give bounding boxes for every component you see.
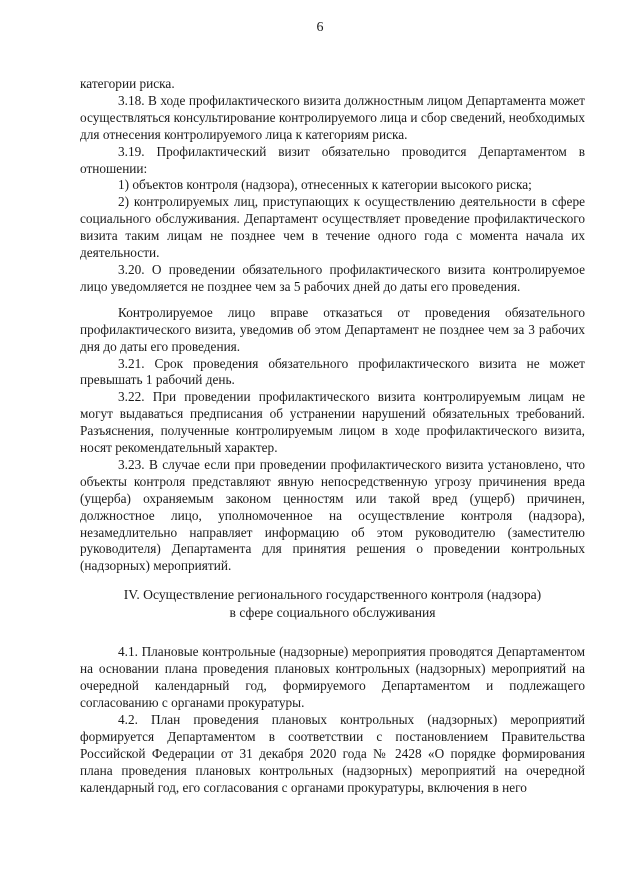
page-number: 6	[316, 20, 324, 35]
list-item-1: 1) объектов контроля (надзора), отнесенных к категории высокого риска;	[118, 177, 532, 193]
list-item-2: 2) контролируемых лиц, приступающих к осуществлению деятельности в сфере социального обслуживания. Департамент осуществляет проведение профилактического визита таким лицам не позднее чем в течение одного года с момента начала их деятельности.	[80, 194, 585, 261]
paragraph-continuation: категории риска.	[80, 76, 175, 91]
paragraph-3-21: 3.21. Срок проведения обязательного профилактического визита не может превышать 1 рабочий день.	[80, 355, 585, 388]
paragraph-3-22: 3.22. При проведении профилактического визита контролируемым лицам не могут выдаваться предписания об устранении нарушений обязательных требований. Разъяснения, полученные контролируемым лицом в ходе профилактического визита, носят рекомендательный характер.	[80, 389, 585, 456]
paragraph-refusal: Контролируемое лицо вправе отказаться от проведения обязательного профилактического визита, уведомив об этом Департамент не позднее чем за 3 рабочих дня до даты его проведения.	[80, 304, 585, 354]
paragraph-3-19: 3.19. Профилактический визит обязательно проводится Департаментом в отношении:	[80, 143, 585, 176]
paragraph-4-1: 4.1. Плановые контрольные (надзорные) мероприятия проводятся Департаментом на основании плана проведения плановых контрольных (надзорных) мероприятий на очередной календарный год, формируемого Департаментом и подлежащего согласованию с органами прокуратуры.	[80, 644, 585, 710]
section-heading: IV. Осуществление регионального государственного контроля (надзора) в сфере социального обслуживания	[123, 587, 542, 621]
document-body	[80, 76, 585, 796]
paragraph-3-20: 3.20. О проведении обязательного профилактического визита контролируемое лицо уведомляется не позднее чем за 5 рабочих дней до даты его проведения.	[80, 261, 585, 294]
paragraph-4-2: 4.2. План проведения плановых контрольных (надзорных) мероприятий формируется Департаментом в соответствии с постановлением Правительства Российской Федерации от 31 декабря 2020 года № 2428 «О порядке формирования плана проведения плановых контрольных (надзорных) мероприятий на очередной календарный год, его согласования с органами прокуратуры, включения в него	[80, 711, 585, 795]
paragraph-3-18: 3.18. В ходе профилактического визита должностным лицом Департамента может осуществляться консультирование контролируемого лица и сбор сведений, необходимых для отнесения контролируемого лица к категориям риска.	[80, 92, 585, 142]
paragraph-3-23: 3.23. В случае если при проведении профилактического визита установлено, что объекты контроля представляют явную непосредственную угрозу причинения вреда (ущерба) охраняемым законом ценностям или такой вред (ущерб) причинен, должностное лицо, уполномоченное на осуществление контроля (надзора), незамедлительно направляет информацию об этом руководителю (заместителю руководителя) Департамента для принятия решения о проведении контрольных (надзорных) мероприятий.	[80, 456, 585, 574]
